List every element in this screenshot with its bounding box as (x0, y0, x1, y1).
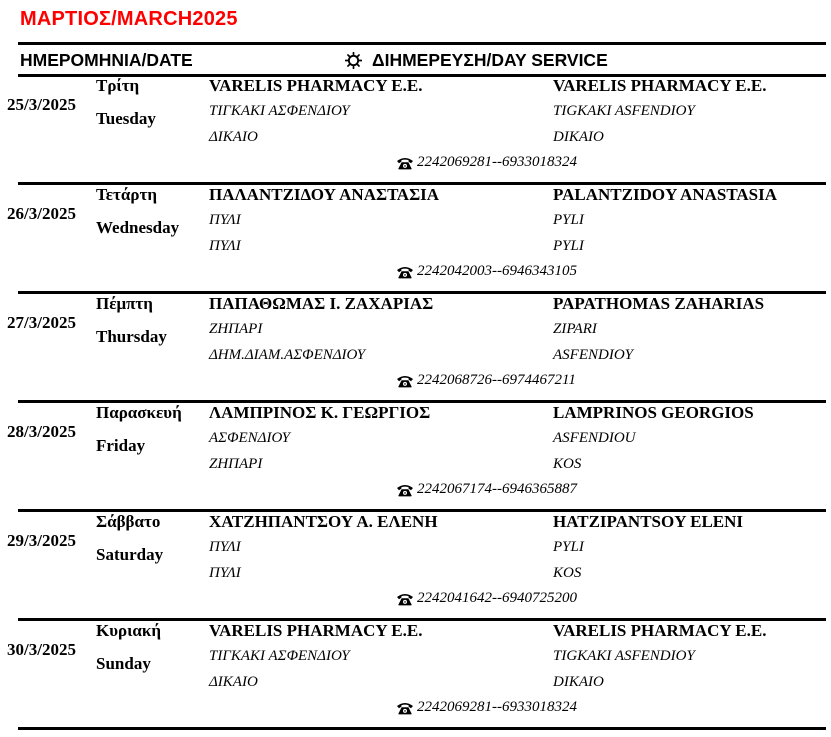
telephone-icon (396, 701, 414, 715)
pharmacy-name-greek: ΠΑΛΑΝΤΖΙΔΟΥ ΑΝΑΣΤΑΣΙΑ (209, 185, 440, 204)
pharmacy-name-greek: VARELIS PHARMACY E.E. (209, 621, 423, 640)
address-english: PYLI (553, 212, 584, 228)
day-greek: Σάββατο (96, 512, 161, 531)
area-english: KOS (553, 565, 582, 581)
address-english: ZIPARI (553, 321, 597, 337)
pharmacy-name-greek: ΧΑΤΖΗΠΑΝΤΣΟΥ Α. ΕΛΕΝΗ (209, 512, 438, 531)
telephone-icon (396, 592, 414, 606)
entry-date: 25/3/2025 (7, 95, 76, 114)
area-greek: ΔΙΚΑΙΟ (209, 674, 258, 690)
pharmacy-name-english: PALANTZIDOY ANASTASIA (553, 185, 778, 204)
month-title: ΜΑΡΤΙΟΣ/MARCH2025 (20, 8, 238, 30)
address-greek: ΤΙΓΚΑΚΙ ΑΣΦΕΝΔΙΟΥ (209, 648, 350, 664)
day-english: Friday (96, 436, 146, 455)
sun-icon (345, 52, 362, 69)
pharmacy-name-greek: ΠΑΠΑΘΩΜΑΣ Ι. ΖΑΧΑΡΙΑΣ (209, 294, 434, 313)
address-english: ASFENDIOU (553, 430, 636, 446)
service-column-label: ΔΙΗΜΕΡΕΥΣΗ/DAY SERVICE (372, 50, 608, 70)
address-greek: ΑΣΦΕΝΔΙΟΥ (209, 430, 291, 446)
address-greek: ΖΗΠΑΡΙ (209, 321, 263, 337)
day-greek: Τετάρτη (96, 185, 157, 204)
day-greek: Παρασκευή (96, 403, 182, 422)
area-greek: ΖΗΠΑΡΙ (209, 456, 263, 472)
schedule-entry (0, 403, 831, 512)
date-column-header: ΗΜΕΡΟΜΗΝΙΑ/DATE (20, 50, 193, 70)
day-english: Sunday (96, 654, 151, 673)
phone-numbers: 2242069281--6933018324 (417, 699, 577, 715)
address-english: TIGKAKI ASFENDIOY (553, 648, 695, 664)
entry-date: 26/3/2025 (7, 204, 76, 223)
entry-separator-rule (18, 727, 826, 730)
address-greek: ΤΙΓΚΑΚΙ ΑΣΦΕΝΔΙΟΥ (209, 103, 350, 119)
schedule-entry (0, 512, 831, 621)
area-greek: ΠΥΛΙ (209, 238, 241, 254)
entry-date: 28/3/2025 (7, 422, 76, 441)
address-greek: ΠΥΛΙ (209, 539, 241, 555)
pharmacy-name-english: VARELIS PHARMACY E.E. (553, 76, 767, 95)
phone-numbers: 2242067174--6946365887 (417, 481, 577, 497)
pharmacy-name-english: PAPATHOMAS ZAHARIAS (553, 294, 765, 313)
phone-line (396, 699, 577, 716)
area-english: PYLI (553, 238, 584, 254)
phone-line (396, 372, 576, 389)
area-english: ASFENDIOY (553, 347, 633, 363)
schedule-entry (0, 76, 831, 185)
phone-line (396, 154, 577, 171)
day-greek: Πέμπτη (96, 294, 153, 313)
service-column-header (345, 50, 608, 71)
day-greek: Κυριακή (96, 621, 161, 640)
day-english: Tuesday (96, 109, 156, 128)
area-english: KOS (553, 456, 582, 472)
telephone-icon (396, 483, 414, 497)
table-header (0, 46, 831, 74)
phone-numbers: 2242068726--6974467211 (417, 372, 576, 388)
address-english: TIGKAKI ASFENDIOY (553, 103, 695, 119)
entry-date: 27/3/2025 (7, 313, 76, 332)
phone-line (396, 263, 577, 280)
telephone-icon (396, 374, 414, 388)
area-english: DIKAIO (553, 674, 604, 690)
top-rule (18, 42, 826, 45)
entry-date: 29/3/2025 (7, 531, 76, 550)
entry-date: 30/3/2025 (7, 640, 76, 659)
telephone-icon (396, 156, 414, 170)
day-english: Saturday (96, 545, 164, 564)
area-greek: ΔΗΜ.ΔΙΑΜ.ΑΣΦΕΝΔΙΟΥ (209, 347, 366, 363)
pharmacy-name-english: HATZIPANTSOY ELENI (553, 512, 744, 531)
day-english: Thursday (96, 327, 167, 346)
pharmacy-name-greek: VARELIS PHARMACY E.E. (209, 76, 423, 95)
schedule-entry (0, 294, 831, 403)
day-greek: Τρίτη (96, 76, 140, 95)
address-english: PYLI (553, 539, 584, 555)
pharmacy-name-english: LAMPRINOS GEORGIOS (553, 403, 754, 422)
address-greek: ΠΥΛΙ (209, 212, 241, 228)
phone-line (396, 481, 577, 498)
telephone-icon (396, 265, 414, 279)
phone-numbers: 2242069281--6933018324 (417, 154, 577, 170)
day-english: Wednesday (96, 218, 180, 237)
phone-numbers: 2242041642--6940725200 (417, 590, 577, 606)
phone-line (396, 590, 577, 607)
pharmacy-name-english: VARELIS PHARMACY E.E. (553, 621, 767, 640)
pharmacy-name-greek: ΛΑΜΠΡΙΝΟΣ Κ. ΓΕΩΡΓΙΟΣ (209, 403, 431, 422)
area-english: DIKAIO (553, 129, 604, 145)
phone-numbers: 2242042003--6946343105 (417, 263, 577, 279)
schedule-entry (0, 621, 831, 730)
schedule-entry (0, 185, 831, 294)
area-greek: ΠΥΛΙ (209, 565, 241, 581)
area-greek: ΔΙΚΑΙΟ (209, 129, 258, 145)
